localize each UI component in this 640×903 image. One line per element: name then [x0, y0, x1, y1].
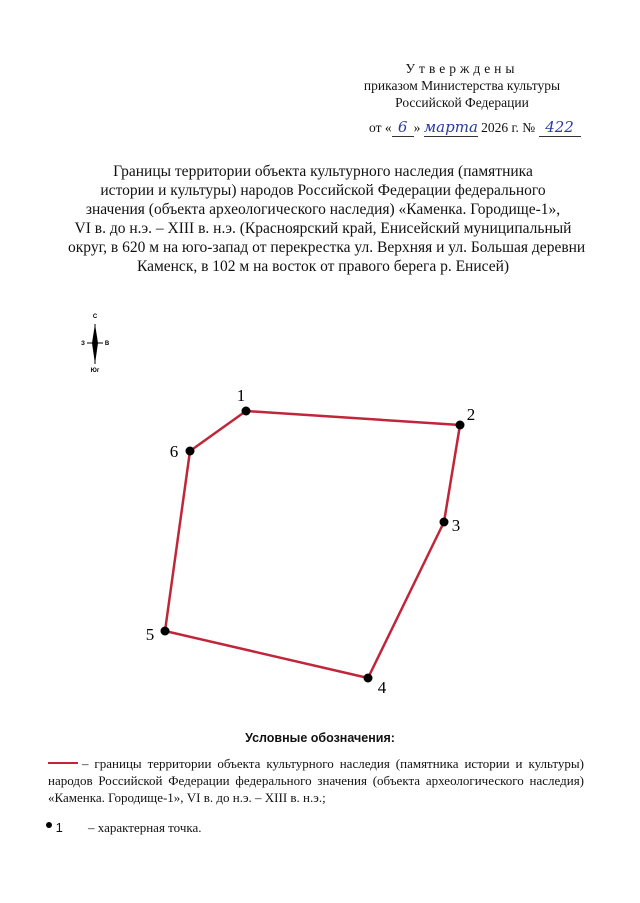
- order-prefix: от «: [369, 120, 392, 135]
- point-label-1: 1: [236, 386, 246, 405]
- boundary-point-6: [186, 447, 195, 456]
- boundary-point-4: [364, 674, 373, 683]
- compass-south-label: Юг: [90, 368, 100, 374]
- legend-boundary-text: – границы территории объекта культурного наследия (памятника истории и культуры) народов Российской Федерации федерального значения (объекта археологического наследия) «Каменка. Городище-1», VI в. до н.э. – XIII в. н.э.;: [48, 756, 584, 805]
- compass-west-label: З: [81, 341, 85, 347]
- title-line: VI в. до н.э. – XIII в. н.э. (Красноярский край, Енисейский муниципальный: [74, 220, 572, 237]
- title-line: истории и культуры) народов Российской Федерации федерального: [100, 182, 546, 199]
- point-label-6: 6: [169, 442, 179, 461]
- legend-point-sample: [46, 820, 63, 835]
- boundary-point-2: [456, 421, 465, 430]
- title-line: Границы территории объекта культурного наследия (памятника: [113, 163, 533, 180]
- point-label-5: 5: [145, 625, 155, 644]
- title-line: округ, в 620 м на юго-запад от перекрестка ул. Верхняя и ул. Большая деревни: [68, 239, 586, 256]
- legend-point-sample-label: 1: [55, 820, 63, 835]
- compass-icon: [81, 314, 110, 374]
- order-number: 422: [539, 118, 581, 137]
- order-month: марта: [423, 118, 478, 136]
- order-day: 6: [392, 118, 414, 137]
- approval-line-federation: Российской Федерации: [395, 95, 529, 110]
- boundary-point-1: [242, 407, 251, 416]
- compass-north-label: С: [92, 314, 98, 320]
- legend-boundary-row: [48, 755, 584, 806]
- legend-point-dot: [46, 822, 52, 828]
- point-label-2: 2: [466, 405, 476, 424]
- legend-boundary-swatch: [48, 762, 78, 764]
- approval-heading: Утверждены: [405, 61, 519, 76]
- boundary-polygon: [165, 411, 460, 678]
- legend-title: Условные обозначения:: [245, 731, 395, 745]
- compass-east-label: В: [104, 341, 110, 347]
- title-line: Каменск, в 102 м на восток от правого берега р. Енисей): [136, 258, 510, 275]
- order-mid: »: [413, 120, 421, 135]
- order-year: 2026 г. №: [481, 120, 536, 135]
- boundary-point-3: [440, 518, 449, 527]
- point-label-4: 4: [377, 678, 387, 697]
- point-label-3: 3: [451, 516, 461, 535]
- approval-line-ministry: приказом Министерства культуры: [363, 78, 561, 93]
- boundary-point-5: [161, 627, 170, 636]
- legend-point-text: – характерная точка.: [88, 820, 202, 835]
- title-line: значения (объекта археологического наследия) «Каменка. Городище-1»,: [85, 201, 561, 218]
